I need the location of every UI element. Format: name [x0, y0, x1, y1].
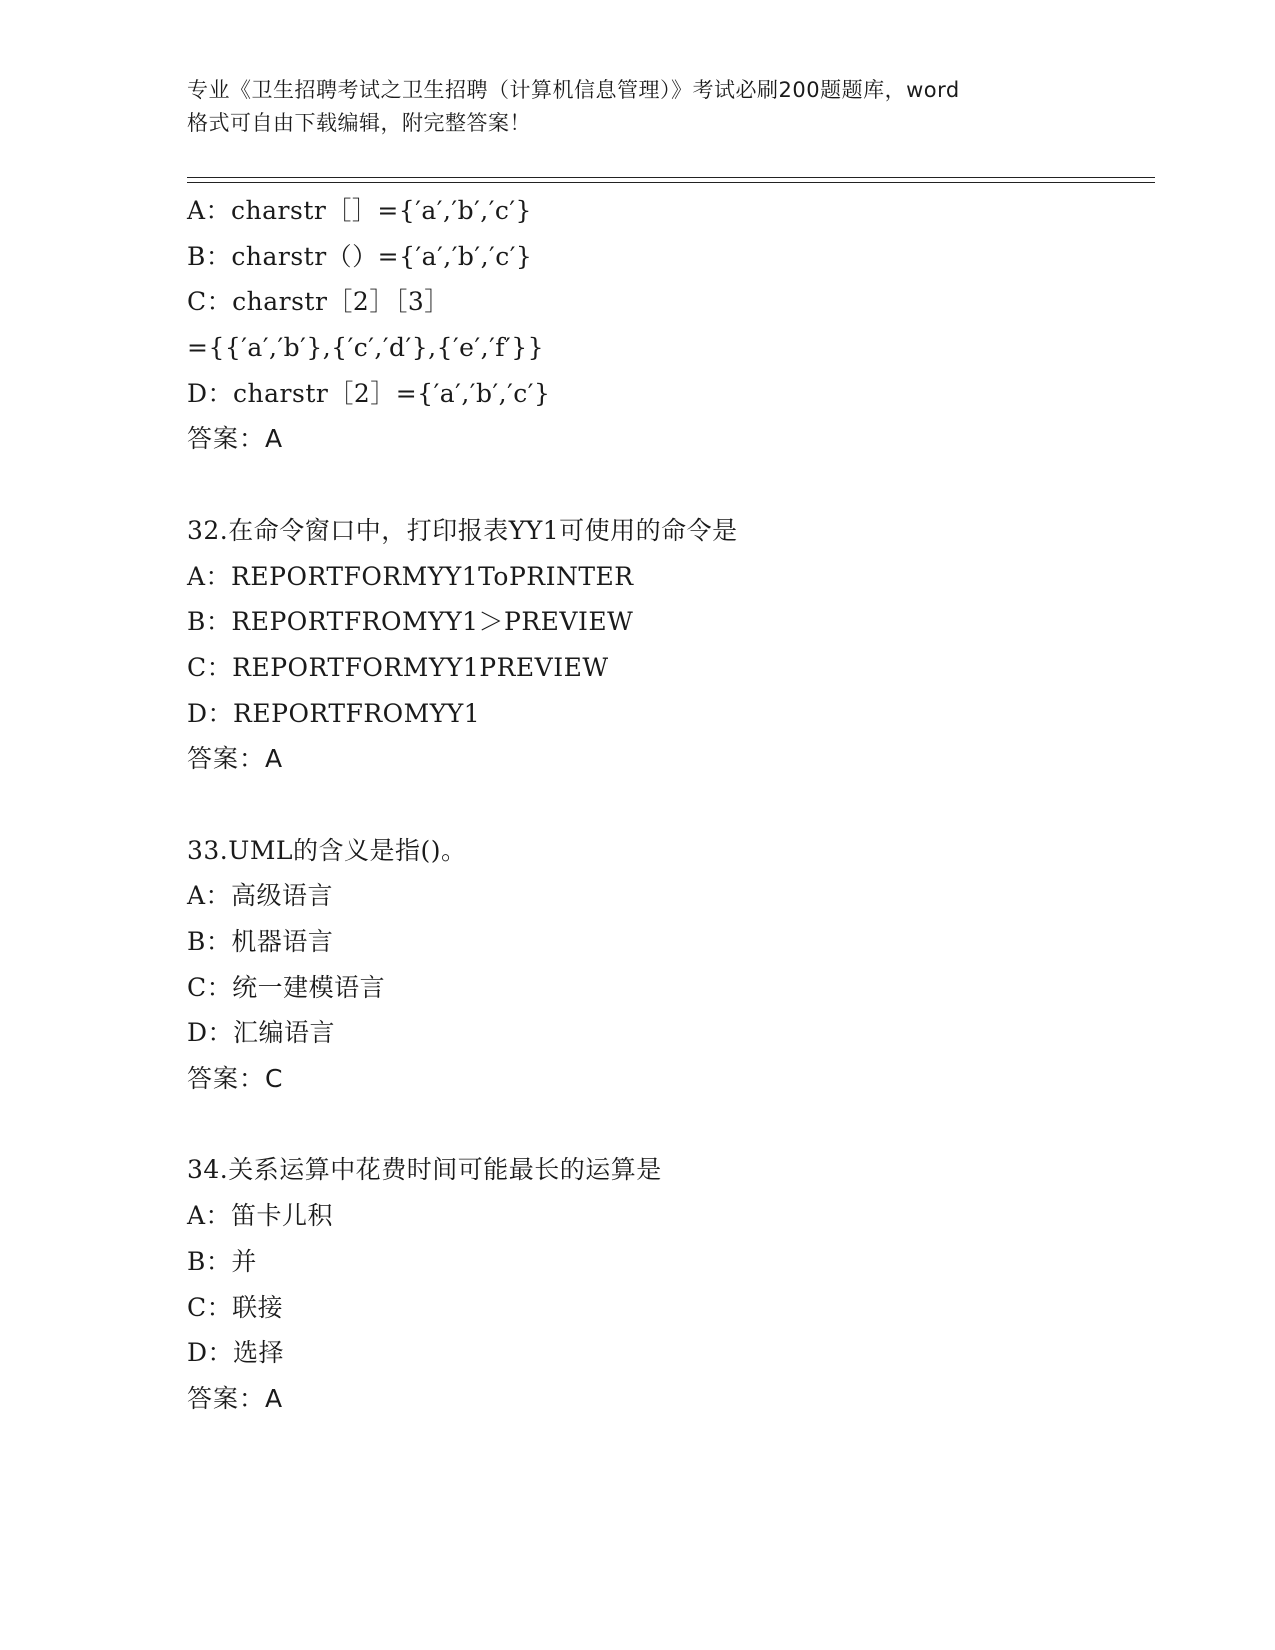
question-31 [187, 188, 1147, 462]
spacer [187, 462, 1147, 508]
option-a: A：REPORTFORMYY1ToPRINTER [187, 561, 634, 591]
option-d: D：选择 [187, 1338, 285, 1368]
option-a: A：高级语言 [187, 881, 334, 911]
question-32 [187, 508, 1147, 782]
option-c: C：联接 [187, 1292, 284, 1322]
header-divider-top [187, 177, 1155, 178]
answer: 答案：A [187, 1383, 284, 1413]
option-d: D：REPORTFROMYY1 [187, 698, 481, 728]
option-a: A：笛卡儿积 [187, 1201, 334, 1231]
question-text: 34.关系运算中花费时间可能最长的运算是 [187, 1155, 662, 1185]
option-c: C：charstr［2］［3］ [187, 287, 450, 317]
option-b: B：机器语言 [187, 927, 334, 956]
header-divider-bottom [187, 182, 1155, 183]
option-b: B：REPORTFROMYY1＞PREVIEW [187, 607, 634, 637]
spacer [187, 782, 1147, 828]
question-text: 33.UML的含义是指()。 [187, 835, 467, 865]
option-b: B：并 [187, 1246, 257, 1276]
header-title-line-2: 格式可自由下载编辑，附完整答案！ [187, 111, 531, 135]
answer: 答案：A [187, 744, 284, 774]
option-d: D：charstr［2］={′a′,′b′,′c′} [187, 378, 551, 408]
spacer [187, 1102, 1147, 1148]
document-header [187, 74, 1087, 140]
answer: 答案：C [187, 1064, 284, 1094]
question-list [187, 188, 1147, 1422]
header-title-line-1: 专业《卫生招聘考试之卫生招聘（计算机信息管理）》考试必刷200题题库，word [187, 78, 960, 102]
option-c-continued: ={{′a′,′b′},{′c′,′d′},{′e′,′f′}} [187, 333, 545, 363]
option-d: D：汇编语言 [187, 1018, 336, 1048]
question-text: 32.在命令窗口中，打印报表YY1可使用的命令是 [187, 515, 738, 545]
option-a: A：charstr［］={′a′,′b′,′c′} [187, 196, 532, 225]
question-33 [187, 828, 1147, 1102]
question-34 [187, 1147, 1147, 1421]
answer: 答案：A [187, 424, 284, 454]
option-c: C：统一建模语言 [187, 972, 386, 1002]
option-b: B：charstr（）={′a′,′b′,′c′} [187, 241, 533, 271]
option-c: C：REPORTFORMYY1PREVIEW [187, 652, 609, 682]
